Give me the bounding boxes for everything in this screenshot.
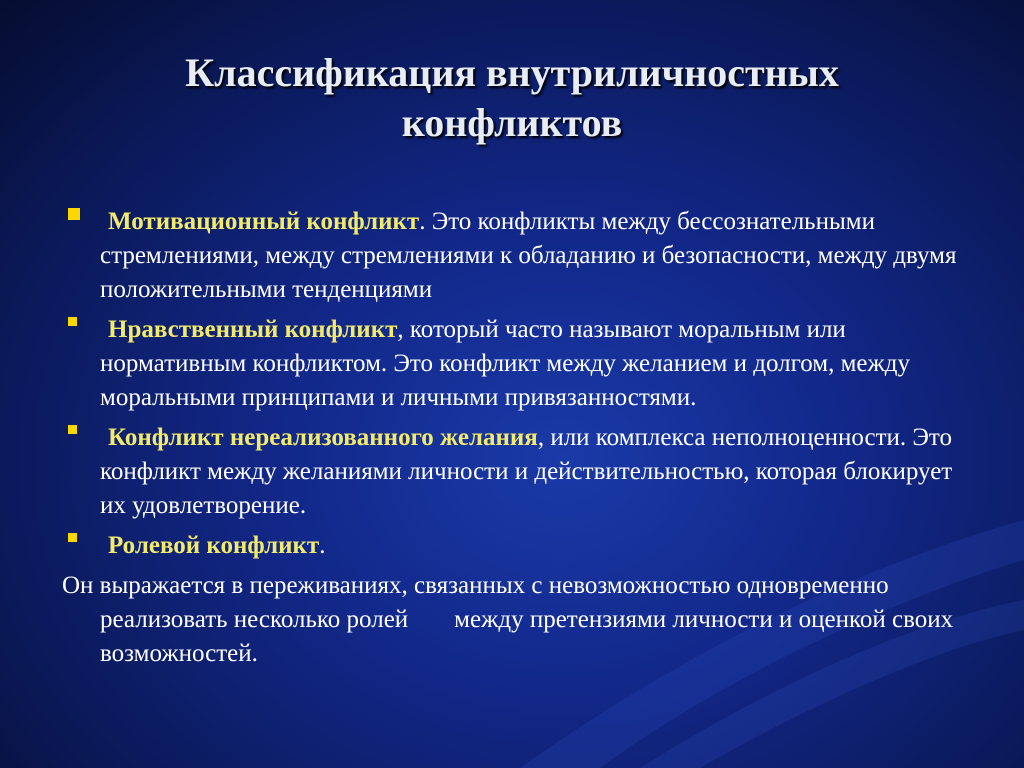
slide-content xyxy=(62,205,962,671)
description-motivational: . Это конфликты между бессознательными стремлениями, между стремлениями к обладанию и безопасности, между двумя положительными тенденциями xyxy=(100,208,957,303)
term-motivational: Мотивационный конфликт xyxy=(108,208,420,235)
term-moral: Нравственный конфликт xyxy=(108,316,398,343)
list-item-moral xyxy=(62,313,962,415)
title-line-1: Классификация внутриличностных xyxy=(185,50,839,95)
list-item-unrealized-desire xyxy=(62,421,962,523)
description-unrealized-desire: , или комплекса неполноценности. Это конфликт между желаниями личности и действительностью, которая блокирует их удовлетворение. xyxy=(100,424,953,519)
paragraph-part-1: Он выражается в переживаниях, связанных с невозможностью одновременно реализовать несколько ролей xyxy=(62,572,889,633)
term-role: Ролевой конфликт xyxy=(108,532,320,559)
list-item-motivational xyxy=(62,205,962,307)
square-bullet-icon xyxy=(68,208,80,220)
square-bullet-icon xyxy=(68,317,77,326)
square-bullet-icon xyxy=(68,425,77,434)
square-bullet-icon xyxy=(68,533,77,542)
role-conflict-paragraph xyxy=(62,569,962,671)
title-line-2: конфликтов xyxy=(401,100,623,145)
description-moral: , который часто называют моральным или нормативным конфликтом. Это конфликт между желанием и долгом, между моральными принципами и личными привязанностями. xyxy=(100,316,910,411)
term-unrealized-desire: Конфликт нереализованного желания xyxy=(108,424,538,451)
page-title xyxy=(0,48,1024,148)
description-role: . xyxy=(319,532,326,559)
list-item-role xyxy=(62,529,962,563)
paragraph-part-2: между претензиями личности и оценкой своих возможностей. xyxy=(100,606,954,667)
